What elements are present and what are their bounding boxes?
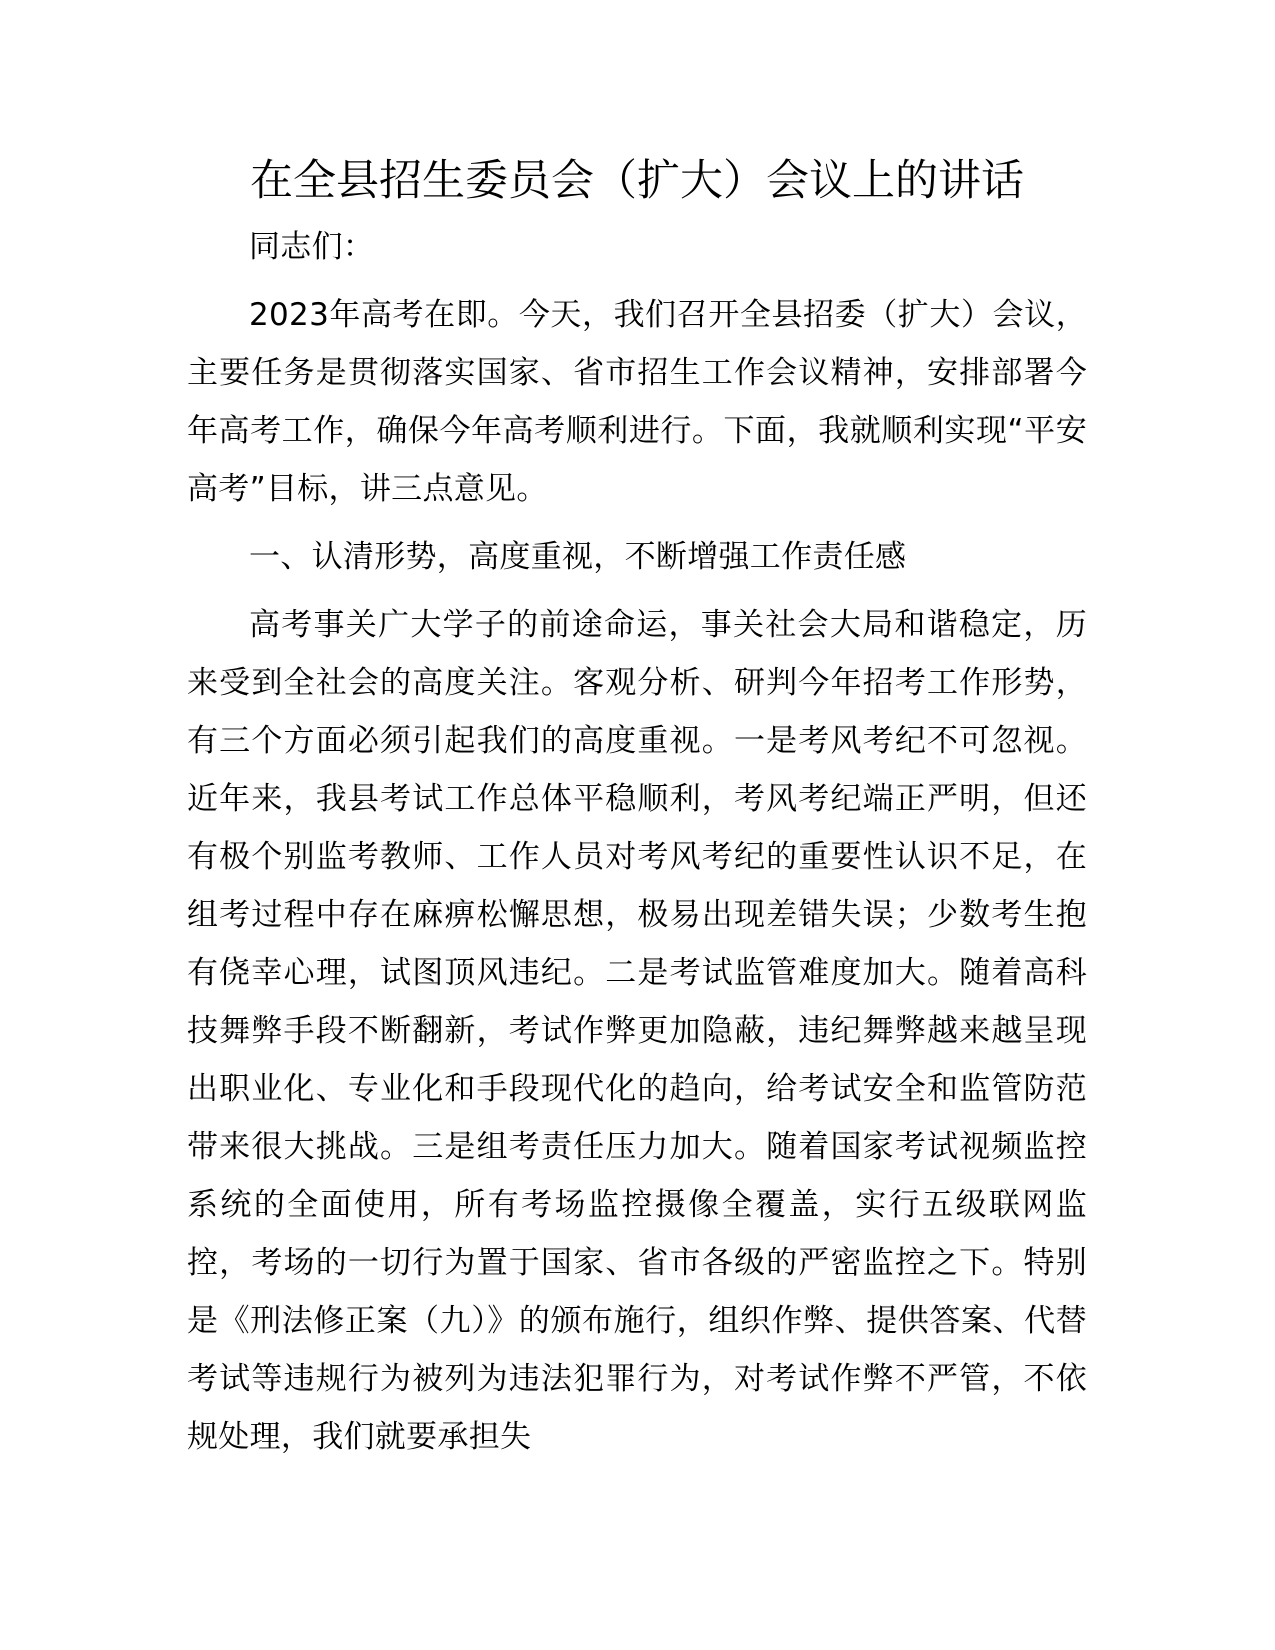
salutation: 同志们： — [249, 229, 375, 265]
document-body — [187, 148, 1087, 1466]
document-title: 在全县招生委员会（扩大）会议上的讲话 — [250, 156, 1024, 206]
section-paragraph: 高考事关广大学子的前途命运，事关社会大局和谐稳定，历来受到全社会的高度关注。客观分析、研判今年招考工作形势，有三个方面必须引起我们的高度重视。一是考风考纪不可忽视。近年来，我县考试工作总体平稳顺利，考风考纪端正严明，但还有极个别监考教师、工作人员对考风考纪的重要性认识不足，在组考过程中存在麻痹松懈思想，极易出现差错失误；少数考生抱有侥幸心理，试图顶风违纪。二是考试监管难度加大。随着高科技舞弊手段不断翻新，考试作弊更加隐蔽，违纪舞弊越来越呈现出职业化、专业化和手段现代化的趋向，给考试安全和监管防范带来很大挑战。三是组考责任压力加大。随着国家考试视频监控系统的全面使用，所有考场监控摄像全覆盖，实行五级联网监控，考场的一切行为置于国家、省市各级的严密监控之下。特别是《刑法修正案（九）》的颁布施行，组织作弊、提供答案、代替考试等违规行为被列为违法犯罪行为，对考试作弊不严管，不依规处理，我们就要承担失 — [187, 607, 1087, 1455]
section-heading: 一、认清形势，高度重视，不断增强工作责任感 — [249, 539, 907, 575]
intro-paragraph: 2023年高考在即。今天，我们召开全县招委（扩大）会议，主要任务是贯彻落实国家、省市招生工作会议精神，安排部署今年高考工作，确保今年高考顺利进行。下面，我就顺利实现“平安高考”目标，讲三点意见。 — [187, 297, 1087, 507]
